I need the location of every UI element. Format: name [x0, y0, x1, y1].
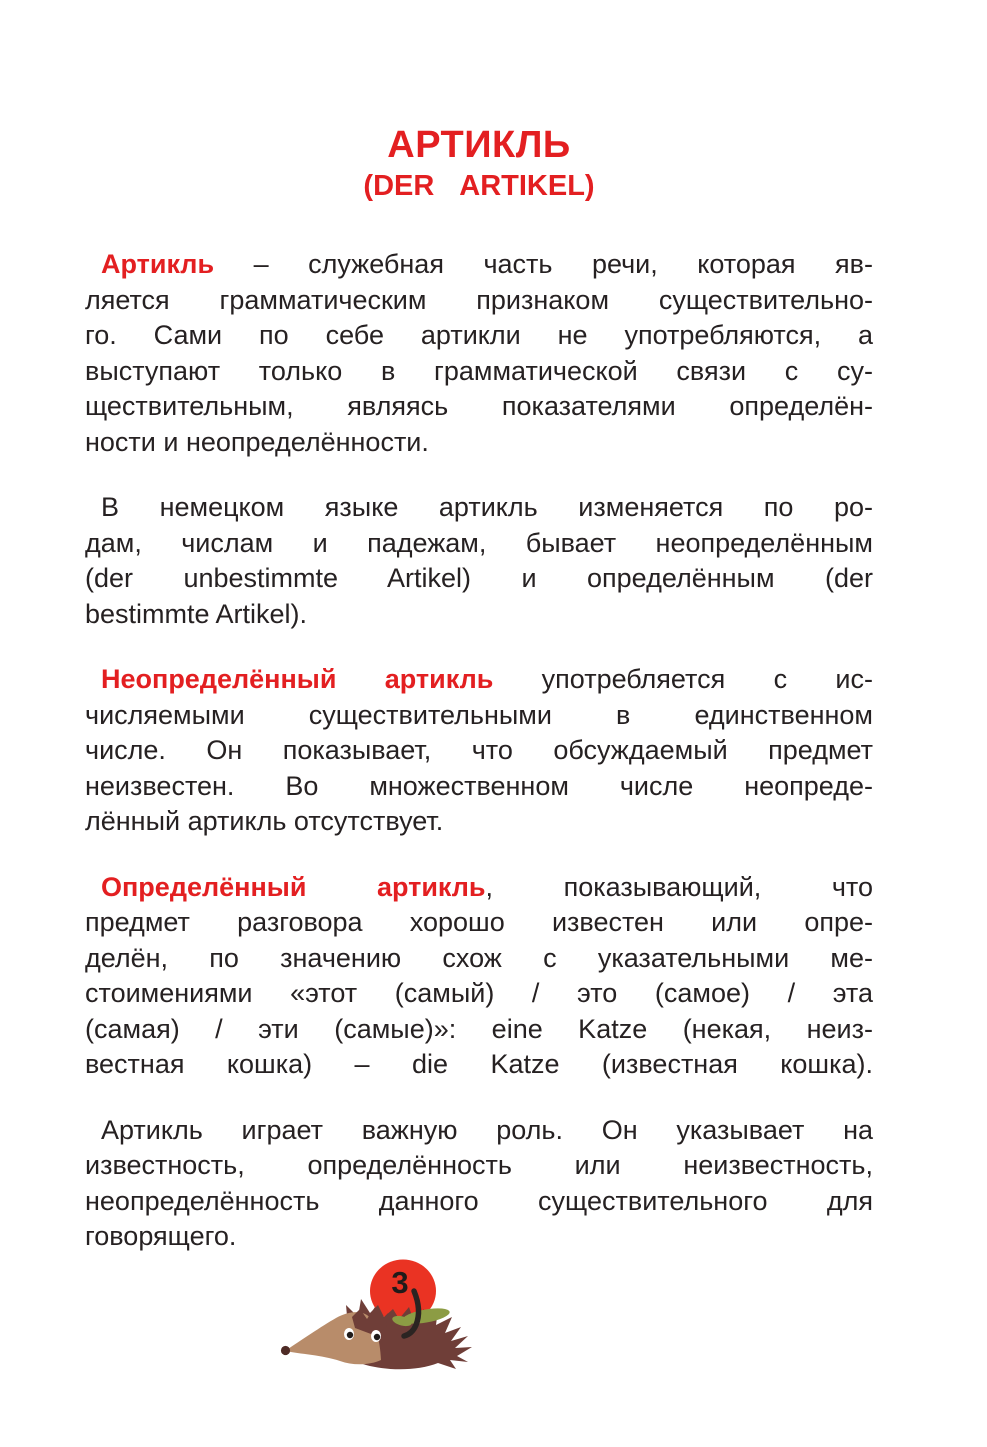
lead-term: Неопределённый артикль: [101, 664, 494, 694]
page-title: АРТИКЛЬ: [387, 124, 571, 166]
text-segment: го. Сами по себе артикли не употребляются, а: [85, 320, 873, 350]
text-line: [85, 769, 873, 805]
text-line: [85, 561, 873, 597]
text-segment: стоимениями «этот (самый) / это (самое) / эта: [85, 978, 873, 1008]
text-line: [85, 354, 873, 390]
hedgehog-eye: [374, 1333, 380, 1339]
text-column: [85, 0, 873, 1255]
text-line: [85, 1148, 873, 1184]
text-segment: вестная кошка) – die Katze (известная кошка).: [85, 1049, 873, 1079]
text-line: [85, 1047, 873, 1083]
text-line: [85, 905, 873, 941]
text-segment: неизвестен. Во множественном числе неопреде-: [85, 770, 873, 801]
page-subtitle: (DER ARTIKEL): [363, 170, 595, 202]
text-line: [85, 389, 873, 425]
text-line: [85, 247, 873, 283]
text-segment: предмет разговора хорошо известен или опре-: [85, 907, 873, 937]
text-segment: числяемыми существительными в единственном: [85, 699, 873, 730]
text-line: [85, 733, 873, 769]
text-segment: делён, по значению схож с указательными ме-: [85, 942, 873, 973]
text-line: [85, 1184, 873, 1220]
body-text: [85, 247, 873, 1255]
text-line: [85, 1012, 873, 1048]
lead-term: Артикль: [101, 249, 215, 279]
text-segment: , показывающий, что: [485, 871, 873, 902]
text-line: [85, 425, 873, 461]
text-segment: дам, числам и падежам, бывает неопределённым: [85, 527, 873, 558]
text-segment: bestimmte Artikel).: [85, 598, 308, 629]
text-segment: Артикль играет важную роль. Он указывает на: [101, 1114, 873, 1145]
text-segment: употребляется с ис-: [493, 664, 873, 694]
text-line: [85, 283, 873, 319]
text-segment: числе. Он показывает, что обсуждаемый предмет: [85, 735, 873, 765]
text-segment: (der unbestimmte Artikel) и определённым (der: [85, 563, 873, 593]
paragraph: [85, 247, 873, 460]
text-line: [85, 1219, 873, 1255]
page-number: 3: [391, 1264, 409, 1300]
paragraph: [85, 490, 873, 632]
text-segment: говорящего.: [85, 1221, 237, 1251]
text-segment: ности и неопределённости.: [85, 426, 429, 457]
text-line: [85, 870, 873, 906]
text-segment: В немецком языке артикль изменяется по ро-: [101, 492, 873, 522]
text-line: [85, 698, 873, 734]
text-segment: – служебная часть речи, которая яв-: [214, 249, 873, 279]
text-line: [85, 597, 873, 633]
text-line: [85, 941, 873, 977]
text-line: [85, 490, 873, 526]
text-segment: известность, определённость или неизвестность,: [85, 1150, 873, 1180]
text-line: [85, 662, 873, 698]
paragraph: [85, 662, 873, 840]
text-segment: лённый артикль отсутствует.: [85, 806, 444, 836]
text-segment: ляется грамматическим признаком существительно-: [85, 284, 873, 315]
lead-term: Определённый артикль: [101, 871, 486, 902]
hedgehog-illustration: [278, 1247, 478, 1377]
hedgehog-eye: [347, 1331, 353, 1337]
text-segment: (самая) / эти (самые)»: eine Katze (некая, неиз-: [85, 1013, 873, 1044]
text-line: [85, 976, 873, 1012]
text-line: [85, 526, 873, 562]
text-line: [85, 804, 873, 840]
paragraph: [85, 870, 873, 1083]
paragraph: [85, 1113, 873, 1255]
text-line: [85, 318, 873, 354]
text-segment: неопределённость данного существительного для: [85, 1185, 873, 1216]
page-footer: [278, 1247, 478, 1377]
hedgehog-nose: [281, 1345, 290, 1354]
text-line: [85, 1113, 873, 1149]
text-segment: ществительным, являясь показателями определён-: [85, 391, 873, 421]
text-segment: выступают только в грамматической связи с су-: [85, 355, 873, 386]
